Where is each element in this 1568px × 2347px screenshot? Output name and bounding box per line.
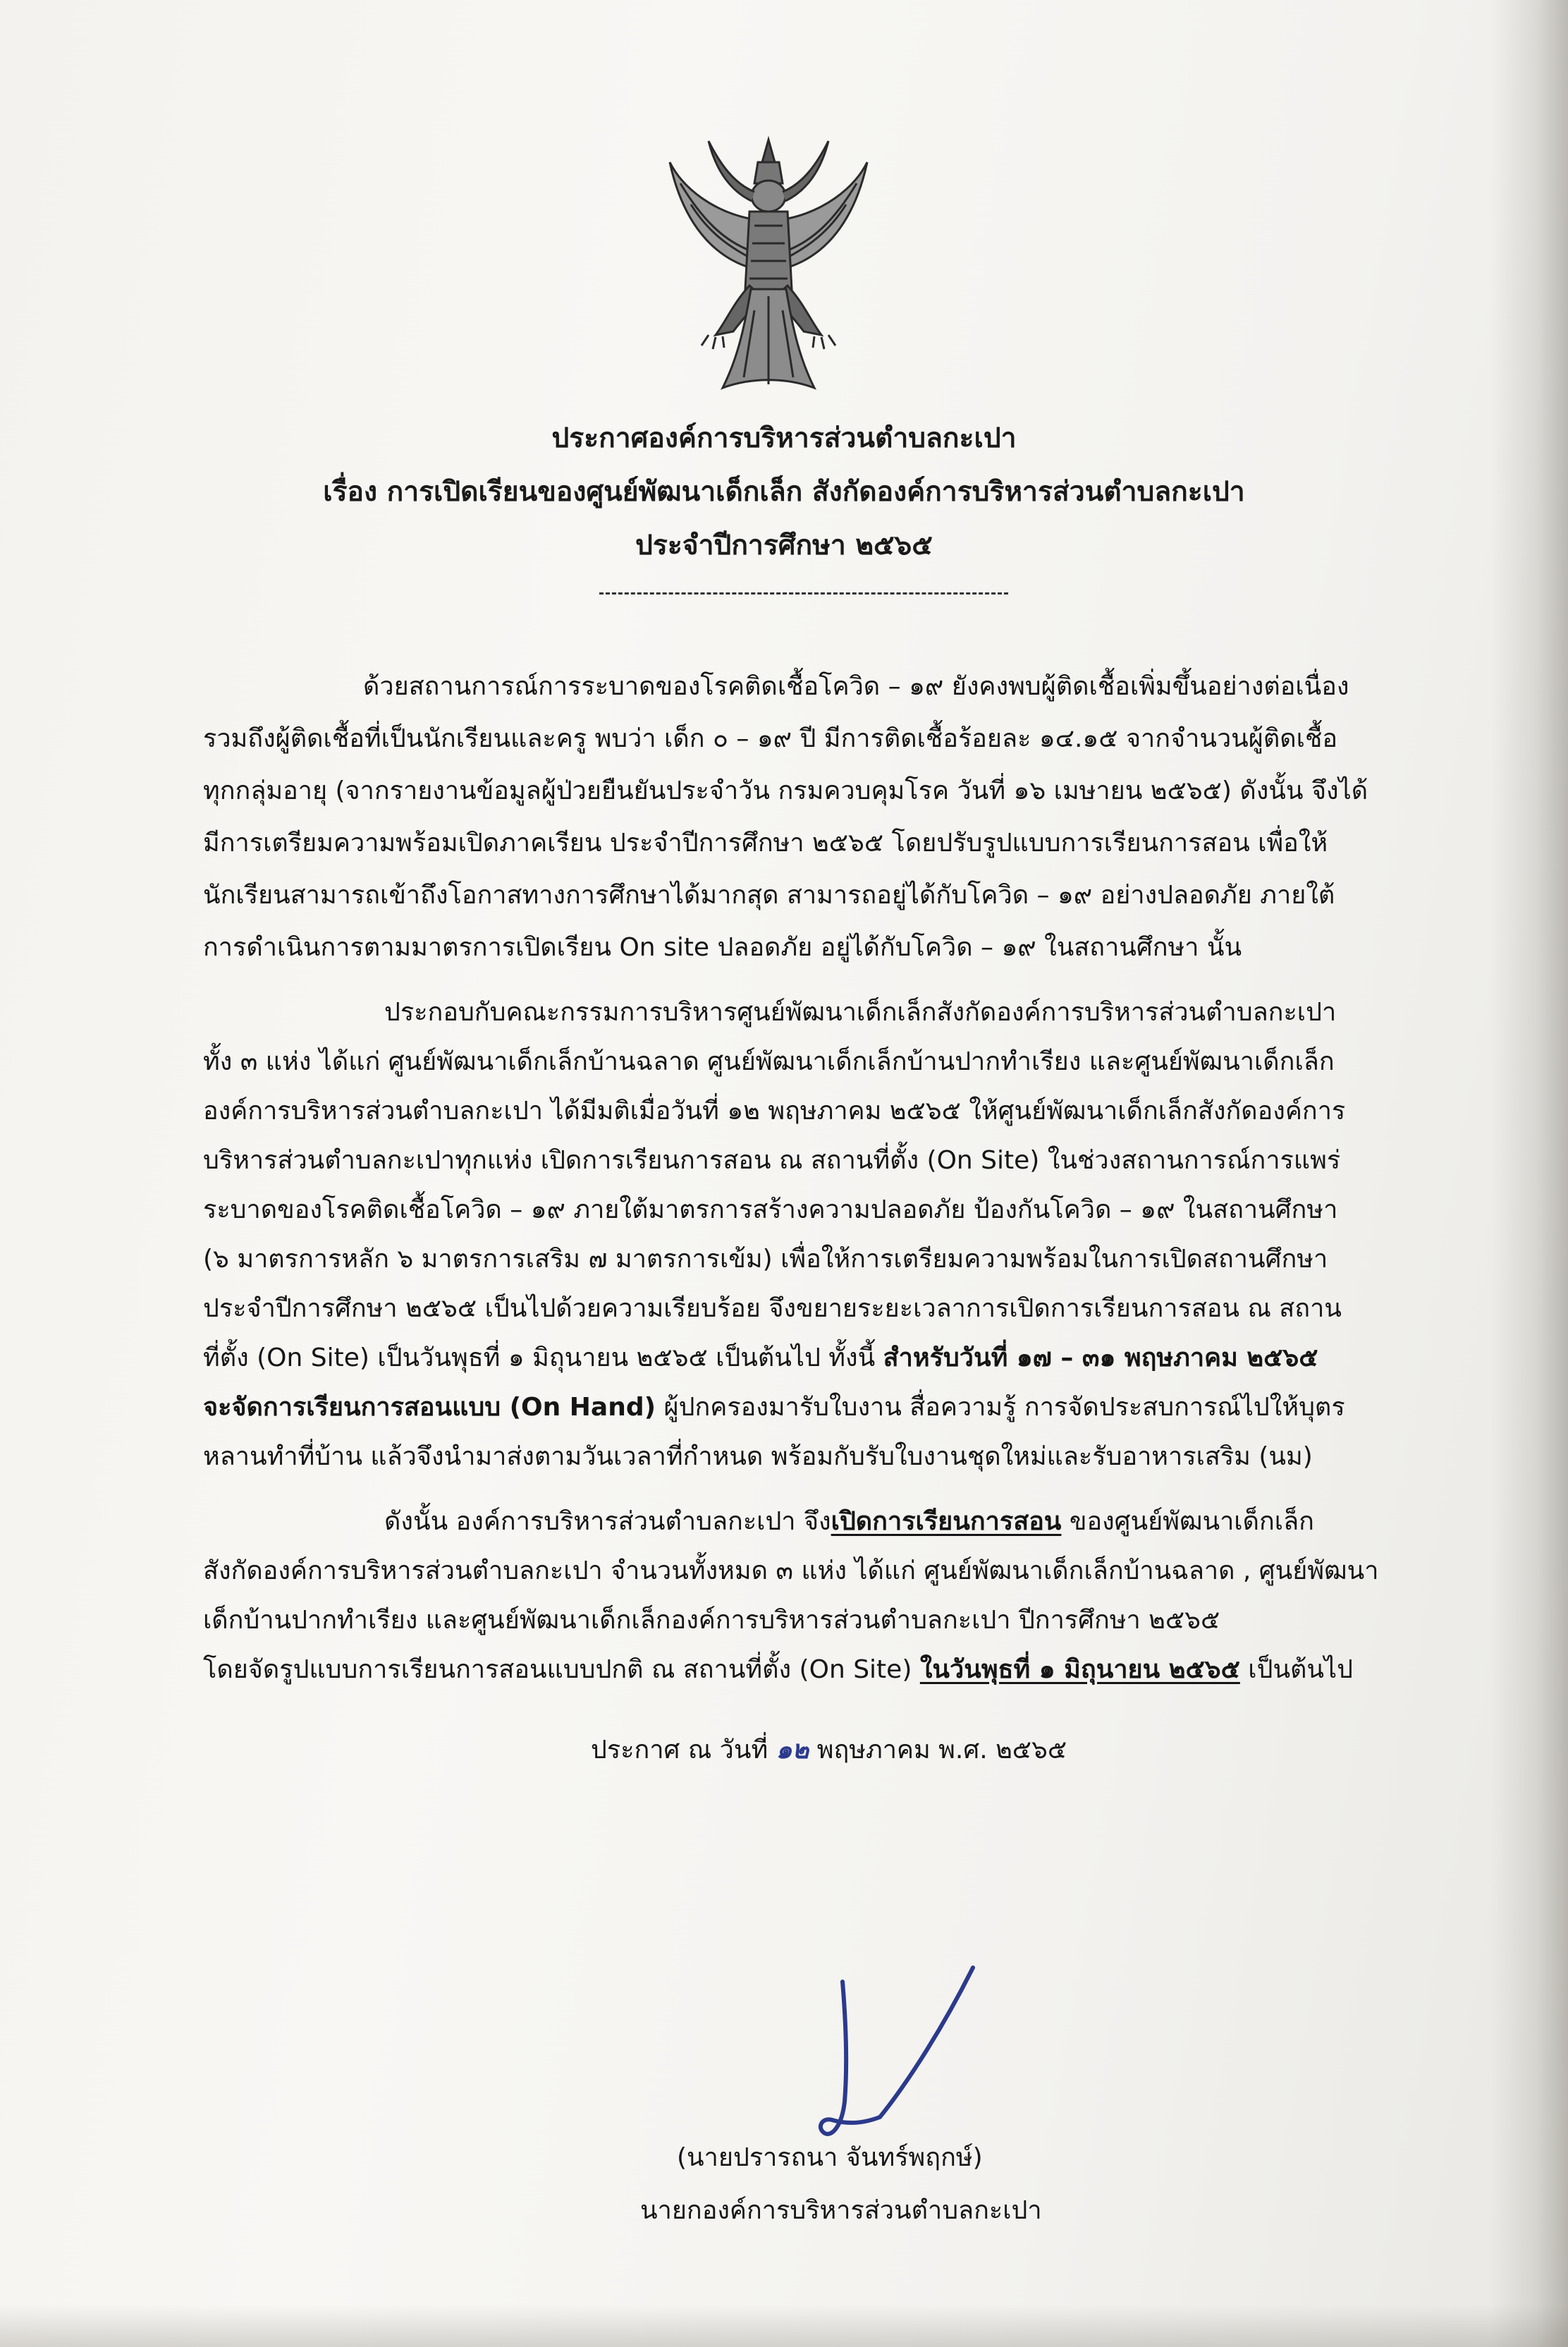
announcement-subject: เรื่อง การเปิดเรียนของศูนย์พัฒนาเด็กเล็ก สังกัดองค์การบริหารส่วนตำบลกะเปา bbox=[323, 476, 1245, 508]
para1-line-2: รวมถึงผู้ติดเชื้อที่เป็นนักเรียนและครู พบว่า เด็ก ๐ – ๑๙ ปี มีการติดเชื้อร้อยละ ๑๔.๑๕ จากจำนวนผู้ติดเชื้อ bbox=[203, 724, 1337, 753]
para2-line-6: (๖ มาตรการหลัก ๖ มาตรการเสริม ๗ มาตรการเข้ม) เพื่อให้การเตรียมความพร้อมในการเปิดสถานศึกษา bbox=[203, 1245, 1328, 1274]
heading-divider bbox=[599, 592, 1008, 595]
start-date-emphasis: ในวันพุธที่ ๑ มิถุนายน ๒๕๖๕ bbox=[919, 1655, 1240, 1684]
page-shadow-right bbox=[1490, 0, 1568, 2347]
signer-name: (นายปรารถนา จันทร์พฤกษ์) bbox=[677, 2143, 983, 2172]
page-shadow-bottom bbox=[0, 2305, 1568, 2347]
para2-line-10: หลานทำที่บ้าน แล้วจึงนำมาส่งตามวันเวลาที่กำหนด พร้อมกับรับใบงานชุดใหม่และรับอาหารเสริม (นม) bbox=[203, 1442, 1313, 1471]
announcement-date-prefix: ประกาศ ณ วันที่ bbox=[591, 1736, 776, 1764]
on-hand-period: สำหรับวันที่ ๑๗ – ๓๑ พฤษภาคม ๒๕๖๕ bbox=[883, 1343, 1318, 1372]
para3-line-1-text: ดังนั้น องค์การบริหารส่วนตำบลกะเปา จึง bbox=[384, 1507, 831, 1536]
para2-line-8 bbox=[203, 1337, 1318, 1377]
para1-line-3: ทุกกลุ่มอายุ (จากรายงานข้อมูลผู้ป่วยยืนยันประจำวัน กรมควบคุมโรค วันที่ ๑๖ เมษายน ๒๕๖๕) ดังนั้น จึงได้ bbox=[203, 776, 1368, 805]
para2-line-9-text: ผู้ปกครองมารับใบงาน สื่อความรู้ การจัดประสบการณ์ไปให้บุตร bbox=[656, 1393, 1345, 1422]
para2-line-7: ประจำปีการศึกษา ๒๕๖๕ เป็นไปด้วยความเรียบร้อย จึงขยายระยะเวลาการเปิดการเรียนการสอน ณ สถาน bbox=[203, 1294, 1342, 1323]
open-classes-emphasis: เปิดการเรียนการสอน bbox=[831, 1507, 1062, 1536]
para1-line-1: ด้วยสถานการณ์การระบาดของโรคติดเชื้อโควิด – ๑๙ ยังคงพบผู้ติดเชื้อเพิ่มขึ้นอย่างต่อเนื่อง bbox=[363, 672, 1349, 701]
signature-mark bbox=[804, 1961, 994, 2144]
announcement-date-suffix: พฤษภาคม พ.ศ. ๒๕๖๕ bbox=[809, 1736, 1067, 1764]
para3-line-1-tail: ของศูนย์พัฒนาเด็กเล็ก bbox=[1061, 1507, 1314, 1536]
para2-line-4: บริหารส่วนตำบลกะเปาทุกแห่ง เปิดการเรียนการสอน ณ สถานที่ตั้ง (On Site) ในช่วงสถานการณ์การแพร่ bbox=[203, 1146, 1341, 1175]
on-hand-notice: จะจัดการเรียนการสอนแบบ (On Hand) bbox=[203, 1393, 656, 1422]
para3-line-4-tail: เป็นต้นไป bbox=[1239, 1655, 1353, 1684]
para1-line-5: นักเรียนสามารถเข้าถึงโอกาสทางการศึกษาได้มากสุด สามารถอยู่ได้กับโควิด – ๑๙ อย่างปลอดภัย ภายใต้ bbox=[203, 881, 1335, 910]
para2-line-5: ระบาดของโรคติดเชื้อโควิด – ๑๙ ภายใต้มาตรการสร้างความปลอดภัย ป้องกันโควิด – ๑๙ ในสถานศึกษา bbox=[203, 1195, 1338, 1224]
para2-line-3: องค์การบริหารส่วนตำบลกะเปา ได้มีมติเมื่อวันที่ ๑๒ พฤษภาคม ๒๕๖๕ ให้ศูนย์พัฒนาเด็กเล็กสังกัดองค์การ bbox=[203, 1097, 1346, 1126]
handwritten-day: ๑๒ bbox=[776, 1736, 809, 1764]
para2-line-1: ประกอบกับคณะกรรมการบริหารศูนย์พัฒนาเด็กเล็กสังกัดองค์การบริหารส่วนตำบลกะเปา bbox=[384, 998, 1337, 1027]
para2-line-9 bbox=[203, 1386, 1345, 1427]
para3-line-4-text: โดยจัดรูปแบบการเรียนการสอนแบบปกติ ณ สถานที่ตั้ง (On Site) bbox=[203, 1655, 920, 1684]
academic-year: ประจำปีการศึกษา ๒๕๖๕ bbox=[635, 530, 933, 561]
para1-line-6: การดำเนินการตามมาตรการเปิดเรียน On site ปลอดภัย อยู่ได้กับโควิด – ๑๙ ในสถานศึกษา นั้น bbox=[203, 933, 1242, 962]
para2-line-2: ทั้ง ๓ แห่ง ได้แก่ ศูนย์พัฒนาเด็กเล็กบ้านฉลาด ศูนย์พัฒนาเด็กเล็กบ้านปากทำเรียง และศูนย์พัฒนาเด็กเล็ก bbox=[203, 1047, 1335, 1076]
announcement-title: ประกาศองค์การบริหารส่วนตำบลกะเปา bbox=[551, 422, 1017, 454]
para1-line-4: มีการเตรียมความพร้อมเปิดภาคเรียน ประจำปีการศึกษา ๒๕๖๕ โดยปรับรูปแบบการเรียนการสอน เพื่อให้ bbox=[203, 829, 1328, 858]
signer-title: นายกองค์การบริหารส่วนตำบลกะเปา bbox=[640, 2196, 1042, 2225]
para3-line-3: เด็กบ้านปากทำเรียง และศูนย์พัฒนาเด็กเล็กองค์การบริหารส่วนตำบลกะเปา ปีการศึกษา ๒๕๖๕ bbox=[203, 1606, 1220, 1635]
para2-line-8-text: ที่ตั้ง (On Site) เป็นวันพุธที่ ๑ มิถุนายน ๒๕๖๕ เป็นต้นไป ทั้งนี้ bbox=[203, 1343, 883, 1372]
para3-line-2: สังกัดองค์การบริหารส่วนตำบลกะเปา จำนวนทั้งหมด ๓ แห่ง ได้แก่ ศูนย์พัฒนาเด็กเล็กบ้านฉลาด , ศูนย์พัฒนา bbox=[203, 1556, 1379, 1585]
para3-line-1 bbox=[384, 1501, 1314, 1541]
announcement-date bbox=[591, 1729, 1067, 1769]
para3-line-4 bbox=[203, 1649, 1353, 1689]
garuda-emblem-icon bbox=[666, 134, 871, 395]
